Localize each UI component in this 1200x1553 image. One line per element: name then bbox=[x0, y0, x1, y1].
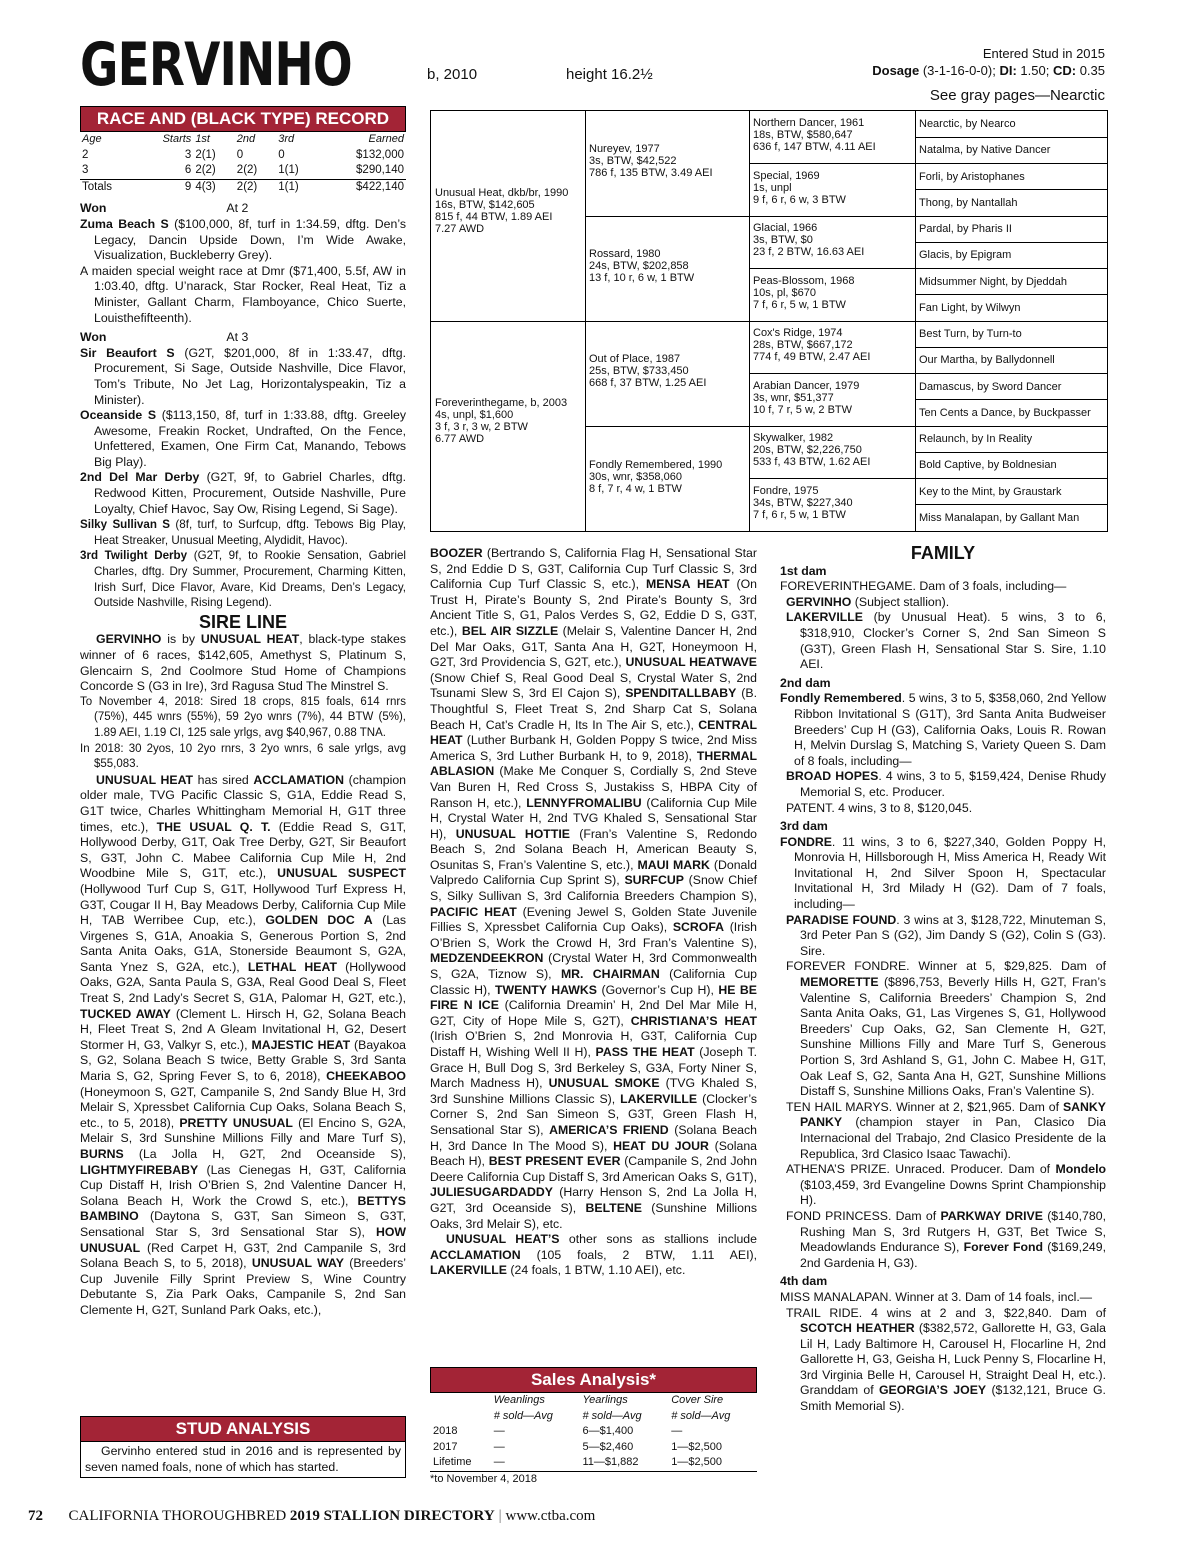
progeny-name: LAKERVILLE bbox=[620, 1091, 698, 1106]
family-column bbox=[780, 543, 1107, 1415]
progeny-name: SURFCUP bbox=[624, 873, 684, 888]
di-value: 1.50; bbox=[1020, 63, 1050, 78]
progeny-text: (Bertrando S, California Flag H, Sensational Star S, 2nd Eddie D S, G3T, California Cup Turf Classic S, 3rd California Cup Turf Classic S, etc.), bbox=[430, 546, 757, 592]
won-age: At 3 bbox=[226, 330, 249, 345]
middle-column bbox=[430, 546, 757, 1279]
text-run: has sired bbox=[197, 772, 249, 787]
foal-text: TRAIL RIDE. 4 wins at 2 and 3, $22,840. Dam of bbox=[786, 1305, 1106, 1320]
progeny-text: (Donald Valpredo California Cup Sprint S), bbox=[430, 857, 757, 888]
sire-stats: To November 4, 2018: Sired 18 crops, 815 foals, 614 rnrs (75%), 445 wnrs (55%), 59 2yo wnrs (7%), 44 BTW (5%), 1.89 AEI, 1.19 CI, 125 sale yrlgs, avg $40,967, 0.88 TNA. bbox=[80, 695, 406, 739]
pedigree-gen4: Forli, by Aristophanes bbox=[919, 170, 1025, 183]
foal-text: FOND PRINCESS. Dam of bbox=[786, 1208, 937, 1223]
progeny-name: UNUSUAL SUSPECT bbox=[277, 866, 406, 881]
dam-text: MISS MANALAPAN. Winner at 3. Dam of 14 foals, incl.— bbox=[780, 1289, 1093, 1304]
sub-header: # sold—Avg bbox=[671, 1409, 731, 1422]
progeny-text: (Snow Chief S, Silky Sullivan S, 3rd California Breeders Champion S), bbox=[430, 873, 757, 904]
won-at-3-heading bbox=[80, 330, 406, 346]
progeny-name: UNUSUAL WAY bbox=[251, 1256, 344, 1271]
progeny-text: (Red Carpet H, G3T, 2nd Campanile S, 3rd Solana Beach S, to 5, 2018), bbox=[80, 1240, 406, 1271]
pedigree-gen4: Miss Manalapan, by Gallant Man bbox=[919, 511, 1080, 524]
text-run: , black-type stakes winner of 6 races, $142,605, Amethyst S, Platinum S, Glencairn S, 2nd Coolmore Stud Home of Champions Concorde S (G3 in Ire), 3rd Ragusa Stud The Minstrel S. bbox=[80, 632, 407, 694]
table-cell: 4(3) bbox=[195, 180, 216, 193]
table-row bbox=[430, 1440, 757, 1456]
progeny-text: (Melair S, Valentine Dancer H, 2nd Del Mar Oaks, G1T, Santa Ana H, G2T, Honeymoon H, G2T, 3rd Providencia S, G2T, etc.), bbox=[430, 623, 757, 670]
race-text: ($113,150, 8f, turf in 1:33.88, dftg. Greeley Awesome, Freakin Rocket, Undrafted, On the Fence, Unfettered, Examen, One Firm Cat, Manando, Tebows Big Play). bbox=[94, 408, 407, 469]
dam-entry bbox=[780, 835, 1106, 913]
progeny-text: (Irish O’Brien S, Work the Crowd H, 3rd Fran’s Valentine S), bbox=[430, 920, 758, 950]
table-cell: 2(1) bbox=[195, 148, 216, 161]
race-name: 3rd Twilight Derby bbox=[80, 549, 188, 563]
dam-entry bbox=[780, 691, 1106, 769]
foal-text: ($140,780, Rushing Man S, 3rd Rutgers H, G3T, Bet Twice S, Meadowlands Endurance S), bbox=[800, 1208, 1106, 1255]
race-text: A maiden special weight race at Dmr ($71,400, 5.5f, AW in 1:03.40, dftg. U’narack, Star Rocker, Real Heat, Tiz a Minister, Gallant Charm, Flamboyance, Chico Suerte, Louisthefifteenth). bbox=[80, 263, 406, 325]
progeny-name: HEAT DU JOUR bbox=[613, 1138, 709, 1153]
progeny-name: CHRISTIANA’S HEAT bbox=[630, 1013, 758, 1028]
progeny-text: (TVG Khaled S, 3rd Sunshine Millions Classic S), bbox=[430, 1076, 758, 1106]
dam-label: 4th dam bbox=[780, 1274, 828, 1289]
progeny-name: TWENTY HAWKS bbox=[495, 982, 597, 997]
progeny-text: (Snow Chief S, Real Good Deal S, Crystal Water S, 2nd Tsunami Slew S, 3rd El Cajon S), bbox=[430, 670, 757, 701]
sired-paragraph-left bbox=[80, 773, 406, 1319]
son-name: LAKERVILLE bbox=[430, 1263, 507, 1278]
dosage-label: Dosage bbox=[872, 63, 920, 78]
progeny-name: MR. CHAIRMAN bbox=[560, 967, 660, 982]
table-cell: 1(1) bbox=[278, 164, 299, 177]
table-cell: 2017 bbox=[433, 1440, 458, 1453]
text-run: (24 foals, 1 BTW, 1.10 AEI), etc. bbox=[510, 1263, 686, 1278]
race-entry bbox=[80, 346, 406, 408]
foal-text: . 3 wins at 3, $128,722, Minuteman S, 3rd Peter Pan S (G2), Jim Dandy S (G2), Colin S (G3). Sire. bbox=[800, 912, 1107, 958]
pedigree-gen4: Nearctic, by Nearco bbox=[919, 118, 1016, 130]
progeny-name: LIGHTMYFIREBABY bbox=[80, 1162, 199, 1177]
table-cell: 1—$2,500 bbox=[671, 1456, 722, 1469]
progeny-text: (Las Virgenes S, G1A, Anoakia S, Generous Portion S, 2nd Santa Anita Oaks, G1A, Stonerside Beaumont S, G2A, Santa Ynez S, G2A, etc.), bbox=[80, 913, 407, 974]
won-label: Won bbox=[80, 201, 107, 216]
progeny-text: (Daytona S, G3T, San Simeon S, G3T, Sensational Star S, 3rd Sensational Star S), bbox=[80, 1209, 406, 1239]
progeny-name: MENSA HEAT bbox=[646, 577, 730, 592]
text-run: is by bbox=[167, 632, 196, 647]
foal-name: PARKWAY DRIVE bbox=[940, 1208, 1043, 1223]
progeny-name: LENNYFROMALIBU bbox=[526, 795, 642, 810]
pedigree-gen4: Natalma, by Native Dancer bbox=[919, 144, 1051, 157]
horse-name: GERVINHO bbox=[80, 30, 352, 100]
table-cell: 9 bbox=[184, 180, 192, 193]
race-record-header: RACE AND (BLACK TYPE) RECORD bbox=[80, 106, 406, 132]
table-cell: 2 bbox=[82, 148, 89, 161]
progeny-text: (Solana Beach H), bbox=[430, 1138, 758, 1169]
gray-pages-note: See gray pages—Nearctic bbox=[929, 87, 1105, 104]
progeny-name: PACIFIC HEAT bbox=[430, 904, 517, 919]
progeny-text: (Hollywood Turf Cup S, G1T, Hollywood Turf Express H, G3T, Cougar II H, Bay Meadows Derby, California Cup Mile H, TAB Werribee Cup, etc.), bbox=[80, 881, 406, 928]
foal-text: ($896,753, Beverly Hills H, G2T, Fran’s Valentine S, California Breeders’ Champion S, 2nd Santa Anita Oaks, G1, Las Virgenes S, G1, Hollywood Breeders’ Cup Oaks, G2, San Clemente H, G2T, Sunshine Millions Filly and Mare Turf S, Generous Portion S, 3rd Ashland S, G1, John C. Mabee H, G1T, Oak Leaf S, G2, Santa Ana H, G2T, Sunshine Millions Distaff S, Sunshine Millions Oaks, Fran’s Valentine S). bbox=[800, 975, 1106, 1099]
progeny-name: AMERICA’S FRIEND bbox=[549, 1122, 669, 1137]
foal-entry bbox=[780, 595, 1106, 611]
foal-name: MEMORETTE bbox=[800, 975, 879, 990]
group-header: Yearlings bbox=[582, 1394, 628, 1406]
table-cell: 3 bbox=[82, 164, 89, 177]
foal-name: LAKERVILLE bbox=[786, 610, 863, 625]
horse-ref: GERVINHO bbox=[96, 632, 162, 647]
di-label: DI: bbox=[999, 63, 1017, 78]
table-cell: $132,000 bbox=[356, 148, 404, 161]
sales-analysis-header: Sales Analysis* bbox=[430, 1367, 757, 1393]
publication-name: CALIFORNIA THOROUGHBRED bbox=[68, 1508, 287, 1524]
pedigree-gen4: Best Turn, by Turn-to bbox=[919, 328, 1022, 340]
sub-header: # sold—Avg bbox=[493, 1409, 553, 1422]
foal-name: GERVINHO bbox=[786, 594, 852, 609]
table-row bbox=[430, 1455, 757, 1471]
progeny-text: (Luther Burbank H, Golden Poppy S twice, 2nd Miss America S, 3rd Luther Burbank H, to 9, 2018), bbox=[430, 733, 758, 763]
progeny-text: (Irish O’Brien S, 2nd Monrovia H, G3T, California Cup Distaff H, Wishing Well II H), bbox=[430, 1029, 757, 1059]
pedigree-gen3: Skywalker, 1982 20s, BTW, $2,226,750 533 f, 43 BTW, 1.62 AEI bbox=[753, 432, 871, 468]
table-cell: Totals bbox=[82, 180, 113, 193]
race-name: Zuma Beach S bbox=[80, 216, 169, 231]
pedigree-gen4: Our Martha, by Ballydonnell bbox=[919, 354, 1055, 367]
progeny-text: (El Encino S, G2A, Melair S, 3rd Sunshine Millions Filly and Mare Turf S), bbox=[80, 1115, 406, 1146]
pedigree-gen4: Glacis, by Epigram bbox=[919, 249, 1012, 262]
dosage-value: (3-1-16-0-0); bbox=[922, 63, 996, 78]
progeny-name: HE BE FIRE N ICE bbox=[430, 982, 758, 1013]
foal-name: SANKY PANKY bbox=[800, 1099, 1106, 1130]
pedigree-gen4: Ten Cents a Dance, by Buckpasser bbox=[919, 406, 1091, 419]
progeny-text: (Governor’s Cup H), bbox=[601, 982, 714, 997]
sire-ref: UNUSUAL HEAT bbox=[200, 632, 300, 647]
progeny-name: BEST PRESENT EVER bbox=[488, 1154, 621, 1169]
progeny-name: HOW UNUSUAL bbox=[80, 1224, 406, 1255]
stud-analysis-header: STUD ANALYSIS bbox=[80, 1416, 406, 1442]
col-header: 3rd bbox=[278, 133, 295, 145]
progeny-text: (California Cup Mile H, Crystal Water H, 2nd TVG Khaled S, Sensational Star H), bbox=[430, 795, 757, 841]
col-header: Starts bbox=[162, 133, 192, 145]
sire-ref: UNUSUAL HEAT’S bbox=[446, 1232, 560, 1247]
foal-text: (champion stayer in Pan, Clasico Dia Internacional del Trabajo, 2nd Clasico Presidente de la Republica, 3rd Clasico Isaac Tawachi). bbox=[800, 1115, 1106, 1161]
sales-analysis-section bbox=[430, 1367, 757, 1488]
progeny-text: (Joseph T. Grace H, Bull Dog S, 3rd Berkeley S, G3A, Forty Niner S, March Madness H), bbox=[430, 1045, 758, 1091]
pedigree-gen4: Fan Light, by Wilwyn bbox=[919, 301, 1021, 314]
sales-table bbox=[430, 1393, 757, 1472]
progeny-text: (champion older male, TVG Pacific Classic S, G1A, Eddie Read S, G1T twice, Charles Whittingham Memorial H, G1T three times, etc.), bbox=[80, 772, 407, 834]
foal-text: (Subject stallion). bbox=[854, 594, 950, 609]
edition-name: 2019 STALLION DIRECTORY bbox=[289, 1508, 495, 1524]
table-cell: 2018 bbox=[433, 1425, 458, 1438]
pedigree-gen2: Out of Place, 1987 25s, BTW, $733,450 668 f, 37 BTW, 1.25 AEI bbox=[589, 353, 707, 389]
progeny-text: (California Dreamin’ H, 2nd Del Mar Mile H, G2T, City of Hope Mile S, G2T), bbox=[430, 998, 758, 1028]
sub-header: # sold—Avg bbox=[582, 1409, 642, 1422]
progeny-text: (Sunshine Millions Oaks, 3rd Melair S), etc. bbox=[430, 1200, 757, 1231]
cd-label: CD: bbox=[1052, 63, 1077, 78]
table-cell: 0 bbox=[236, 148, 244, 161]
sire-2018-stats: In 2018: 30 2yos, 10 2yo rnrs, 3 2yo wnrs, 6 sale yrlgs, avg $55,083. bbox=[80, 742, 406, 771]
progeny-name: MAJESTIC HEAT bbox=[251, 1037, 351, 1052]
foal-entry bbox=[780, 1100, 1106, 1162]
race-name: 2nd Del Mar Derby bbox=[80, 470, 200, 485]
progeny-text: (Breeders’ Cup Juvenile Filly Sprint Preview S, Wine Country Debutante S, Zia Park Oaks, Campanile S, 2nd San Clemente H, G2T, Sunland Park Oaks, etc.), bbox=[80, 1256, 406, 1317]
sired-paragraph-right bbox=[430, 546, 757, 1232]
foal-name: Mondelo bbox=[1055, 1162, 1106, 1177]
pedigree-gen3: Arabian Dancer, 1979 3s, wnr, $51,377 10 f, 7 r, 5 w, 2 BTW bbox=[753, 380, 860, 416]
progeny-name: UNUSUAL HOTTIE bbox=[455, 826, 570, 841]
group-header: Cover Sire bbox=[671, 1394, 724, 1406]
pedigree-gen4-column bbox=[915, 111, 1107, 531]
progeny-text: (Make Me Conquer S, Cordially S, 2nd Steve Van Buren H, Red Cross S, Justakiss S, HBPA City of Ranson H, etc.), bbox=[430, 764, 757, 810]
pedigree-gen2: Nureyev, 1977 3s, BTW, $42,522 786 f, 135 BTW, 3.49 AEI bbox=[589, 143, 713, 179]
col-header: 2nd bbox=[236, 133, 256, 145]
progeny-name: UNUSUAL HEATWAVE bbox=[625, 655, 757, 670]
progeny-name: MAUI MARK bbox=[637, 857, 710, 872]
won-at-2-heading bbox=[80, 201, 406, 217]
progeny-name: BEL AIR SIZZLE bbox=[461, 623, 559, 638]
son-name: ACCLAMATION bbox=[430, 1247, 521, 1262]
dam-name: FONDRE bbox=[780, 834, 832, 849]
foal-text: (by Unusual Heat). 5 wins, 3 to 6, $318,910, Clocker’s Corner S, 2nd San Simeon S (G3T), Green Flash H, Sensational Star S. Sire, 1.10 AEI. bbox=[800, 610, 1106, 672]
progeny-name: UNUSUAL SMOKE bbox=[548, 1076, 660, 1091]
progeny-text: (Fran’s Valentine S, Redondo Beach S, 2nd Solana Beach H, American Beauty S, Osunitas S, Fran’s Valentine S, etc.), bbox=[430, 826, 757, 872]
race-entry bbox=[80, 408, 406, 470]
sire-line-intro bbox=[80, 632, 406, 694]
progeny-name: SCROFA bbox=[672, 920, 725, 935]
page-number: 72 bbox=[28, 1508, 43, 1524]
group-header: Weanlings bbox=[493, 1394, 545, 1406]
race-entry bbox=[80, 217, 406, 264]
progeny-name: BOOZER bbox=[430, 546, 483, 560]
race-record-table bbox=[80, 132, 406, 195]
race-record-header-row bbox=[80, 132, 406, 148]
pedigree-gen3: Cox's Ridge, 1974 28s, BTW, $667,172 774 f, 49 BTW, 2.47 AEI bbox=[753, 327, 871, 363]
progeny-text: (Crystal Water H, 3rd Commonwealth S, G2A, Tiznow S), bbox=[430, 951, 758, 982]
race-name: Silky Sullivan S bbox=[80, 518, 171, 532]
table-cell: 3 bbox=[184, 148, 192, 161]
stud-analysis-section bbox=[80, 1416, 406, 1478]
foal-text: FOREVER FONDRE. Winner at 5, $29,825. Dam of bbox=[786, 959, 1106, 974]
dam-text: FOREVERINTHEGAME. Dam of 3 foals, including— bbox=[780, 579, 1067, 594]
table-cell: 1—$2,500 bbox=[671, 1440, 722, 1453]
pedigree-chart bbox=[430, 110, 1108, 532]
table-row bbox=[80, 163, 406, 179]
table-cell: 6—$1,400 bbox=[582, 1425, 634, 1438]
dam-text: . 5 wins, 3 to 5, $358,060, 2nd Yellow Ribbon Invitational S (G1T), 3rd Santa Anita Budweiser Breeders’ Cup H (G3), California Oaks, Louis R. Rowan H, Melvin Durslag S, Matching S, Variety Queen S. Dam of 8 foals, including— bbox=[794, 691, 1106, 768]
progeny-text: (Clocker’s Corner S, 2nd San Simeon S, G3T, Green Flash H, Sensational Star S), bbox=[430, 1091, 757, 1137]
text-run: other sons as stallions include bbox=[568, 1232, 757, 1247]
foal-text: ($132,121, Bruce G. Smith Memorial S). bbox=[800, 1383, 1106, 1414]
foal-name: Forever Fond bbox=[963, 1240, 1044, 1255]
table-cell: 11—$1,882 bbox=[582, 1456, 639, 1469]
footer-separator: | bbox=[498, 1508, 502, 1524]
col-header: 1st bbox=[195, 133, 210, 145]
foal-text: . 4 wins, 3 to 5, $159,424, Denise Rhudy Memorial S, etc. Producer. bbox=[800, 769, 1106, 799]
dam-label: 1st dam bbox=[780, 563, 827, 578]
progeny-name: THE USUAL Q. T. bbox=[156, 819, 271, 834]
table-cell: $422,140 bbox=[356, 180, 404, 193]
progeny-name: JULIESUGARDADDY bbox=[430, 1185, 553, 1200]
table-cell: Lifetime bbox=[433, 1456, 472, 1469]
foal-entry bbox=[780, 1162, 1106, 1209]
pedigree-gen4: Key to the Mint, by Graustark bbox=[919, 485, 1062, 498]
race-name: Sir Beaufort S bbox=[80, 345, 175, 360]
won-label: Won bbox=[80, 330, 107, 345]
progeny-name: ACCLAMATION bbox=[253, 772, 344, 787]
progeny-name: THERMAL ABLASION bbox=[430, 748, 758, 779]
progeny-text: (Hollywood Oaks, G2A, Santa Paula S, G3A, Real Good Deal S, Fleet Treat S, 2nd Lady’s Secret S, G1A, Palomar H, G2T, etc.), bbox=[80, 959, 406, 1006]
foal-entry bbox=[780, 1306, 1106, 1415]
pedigree-gen3: Glacial, 1966 3s, BTW, $0 23 f, 2 BTW, 16.63 AEI bbox=[753, 222, 865, 258]
foal-name: BROAD HOPES bbox=[786, 769, 879, 784]
race-text: (G2T, $201,000, 8f in 1:33.47, dftg. Procurement, Si Sage, Outside Nashville, Dice Flavor, Tom’s Tribute, No Jet Lag, Horizontalyspeakin, Tiz a Minister). bbox=[94, 345, 406, 407]
pedigree-gen2: Rossard, 1980 24s, BTW, $202,858 13 f, 10 r, 6 w, 1 BTW bbox=[589, 248, 695, 284]
sales-footnote: *to November 4, 2018 bbox=[430, 1472, 538, 1485]
progeny-text: (Eddie Read S, G1T, Hollywood Derby, G1T, Oak Tree Derby, G2T, Sir Beaufort S, G3T, John C. Mabee California Cup Mile H, 2nd Woodbine Mile S, G1T, etc.), bbox=[80, 819, 407, 881]
progeny-name: CHEEKABOO bbox=[326, 1069, 406, 1084]
race-text: (G2T, 9f, to Gabriel Charles, dftg. Redwood Kitten, Procurement, Outside Nashville, Pure Loyalty, Chief Havoc, Say Ow, Rising Legend, Si Sage). bbox=[94, 470, 406, 516]
progeny-name: BETTYS BAMBINO bbox=[80, 1193, 406, 1224]
race-text: (8f, turf, to Surfcup, dftg. Tebows Big Play, Heat Streaker, Unusual Meeting, Alydidit, Havoc). bbox=[94, 518, 406, 547]
progeny-name: PASS THE HEAT bbox=[595, 1045, 695, 1059]
table-cell: — bbox=[493, 1440, 505, 1453]
cd-value: 0.35 bbox=[1079, 63, 1105, 78]
dam-label: 2nd dam bbox=[780, 675, 831, 690]
foal-text: ($103,459, 3rd Evangeline Downs Sprint Championship H). bbox=[800, 1177, 1106, 1208]
progeny-name: BELTENE bbox=[585, 1200, 642, 1215]
dam-name: Fondly Remembered bbox=[780, 691, 902, 706]
progeny-text: (California Cup Classic H), bbox=[430, 967, 757, 997]
table-row bbox=[80, 148, 406, 164]
sons-as-stallions bbox=[430, 1232, 757, 1279]
foal-name: PARADISE FOUND bbox=[786, 912, 897, 927]
foal-text: TEN HAIL MARYS. Winner at 2, $21,965. Dam of bbox=[786, 1099, 1060, 1114]
pedigree-gen3: Fondre, 1975 34s, BTW, $227,340 7 f, 6 r, 5 w, 1 BTW bbox=[753, 485, 853, 521]
pedigree-gen3: Northern Dancer, 1961 18s, BTW, $580,647 636 f, 147 BTW, 4.11 AEI bbox=[753, 117, 876, 153]
dam-text: . 11 wins, 3 to 6, $227,340, Golden Poppy H, Monrovia H, Hillsborough H, Miss America H, Ready Wit Invitational H, 2nd Silver Spoon H, Spectacular Invitational H, 3rd Milady H (G2). Dam of 7 foals, including— bbox=[794, 834, 1106, 912]
pedigree-gen4: Relaunch, by In Reality bbox=[919, 433, 1033, 445]
table-row bbox=[430, 1424, 757, 1440]
foal-name: GEORGIA’S JOEY bbox=[878, 1383, 987, 1398]
table-cell: 5—$2,460 bbox=[582, 1440, 634, 1453]
family-heading: FAMILY bbox=[910, 543, 976, 563]
foal-name: SCOTCH HEATHER bbox=[800, 1321, 915, 1336]
progeny-name: PRETTY UNUSUAL bbox=[179, 1115, 293, 1130]
foal-entry: PATENT. 4 wins, 3 to 8, $120,045. bbox=[786, 800, 973, 815]
pedigree-gen4: Midsummer Night, by Djeddah bbox=[919, 275, 1067, 288]
won-age: At 2 bbox=[226, 201, 249, 216]
foal-entry bbox=[780, 769, 1106, 800]
text-run: (105 foals, 2 BTW, 1.11 AEI), bbox=[536, 1247, 757, 1262]
page-footer bbox=[28, 1508, 595, 1525]
sire-line-heading: SIRE LINE bbox=[198, 611, 287, 632]
pedigree-gen4: Damascus, by Sword Dancer bbox=[919, 380, 1062, 393]
progeny-text: (Las Cienegas H, G3T, California Cup Distaff H, Irish O’Brien S, 2nd Valentine Dancer H, Solana Beach H, Work the Crowd S, etc.), bbox=[80, 1162, 406, 1208]
table-cell: $290,140 bbox=[356, 164, 404, 177]
foal-text: ($169,249, 2nd Gardenia H, G3). bbox=[800, 1240, 1107, 1270]
progeny-name: BURNS bbox=[80, 1147, 124, 1161]
race-name: Oceanside S bbox=[80, 408, 157, 423]
progeny-text: (Harry Henson S, 2nd La Jolla H, G2T, 3rd Oceanside S), bbox=[430, 1185, 757, 1215]
race-text: (G2T, 9f, to Rookie Sensation, Gabriel Charles, dftg. Dry Summer, Procurement, Charming Kitten, Irish Surf, Dice Flavor, Avare, Kid Dreams, Den’s Legacy, Outside Nashville, Rising Legend). bbox=[94, 549, 406, 610]
pedigree-gen3: Special, 1969 1s, unpl 9 f, 6 r, 6 w, 3 BTW bbox=[753, 170, 846, 206]
table-cell: 1(1) bbox=[278, 180, 299, 193]
race-entry bbox=[80, 264, 406, 326]
progeny-text: (Bayakoa S, G2, Solana Beach S twice, Betty Grable S, 3rd Santa Maria S, G2, Spring Fever S, to 6, 2018), bbox=[80, 1037, 406, 1084]
left-column bbox=[80, 106, 406, 1319]
height-info: height 16.2½ bbox=[566, 66, 653, 83]
pedigree-gen4: Pardal, by Pharis II bbox=[919, 223, 1012, 235]
table-cell: 2(2) bbox=[236, 164, 258, 177]
dam-label: 3rd dam bbox=[780, 819, 828, 834]
pedigree-gen4: Bold Captive, by Boldnesian bbox=[919, 459, 1057, 472]
progeny-text: (B. Thoughtful S, Fleet Treat S, 2nd Sharp Cat S, Solana Beach H, Cat’s Cradle H, Its In The Air S, etc.), bbox=[430, 686, 758, 732]
table-cell: — bbox=[493, 1456, 505, 1469]
pedigree-gen3: Peas-Blossom, 1968 10s, pl, $670 7 f, 6 r, 5 w, 1 BTW bbox=[753, 275, 855, 311]
race-entry bbox=[80, 517, 406, 548]
progeny-name: SPENDITALLBABY bbox=[625, 686, 737, 701]
table-cell: 6 bbox=[184, 164, 192, 177]
progeny-name: GOLDEN DOC A bbox=[265, 913, 373, 928]
race-entry bbox=[80, 470, 406, 517]
website-link[interactable]: www.ctba.com bbox=[505, 1508, 596, 1524]
progeny-text: (Evening Jewel S, Golden State Juvenile Fillies S, Xpressbet California Cup Oaks), bbox=[430, 904, 758, 935]
table-row-totals bbox=[80, 179, 406, 195]
progeny-text: (Solana Beach H, 3rd Dance In The Mood S), bbox=[430, 1122, 757, 1153]
progeny-text: (La Jolla H, G2T, 2nd Oceanside S), bbox=[138, 1147, 406, 1161]
race-entry bbox=[80, 548, 406, 610]
entered-stud: Entered Stud in 2015 bbox=[982, 46, 1105, 61]
table-cell: 0 bbox=[278, 148, 285, 161]
foal-text: ATHENA’S PRIZE. Unraced. Producer. Dam of bbox=[786, 1162, 1051, 1177]
pedigree-sire: Unusual Heat, dkb/br, 1990 16s, BTW, $142,605 815 f, 44 BTW, 1.89 AEI 7.27 AWD bbox=[435, 187, 569, 235]
sire-ref: UNUSUAL HEAT bbox=[96, 772, 194, 787]
foal-entry bbox=[780, 1209, 1106, 1271]
progeny-text: (Clement L. Hirsch H, G2, Solana Beach H, Fleet Treat S, 2nd A Gleam Invitational H, G2, Desert Stormer H, G3, Valkyr S, etc.), bbox=[80, 1006, 406, 1052]
progeny-name: MEDZENDEEKRON bbox=[430, 951, 544, 966]
foal-entry bbox=[780, 610, 1106, 672]
progeny-name: LETHAL HEAT bbox=[247, 959, 337, 974]
race-text: ($100,000, 8f, turf in 1:34.59, dftg. Den’s Legacy, Dancin Upside Down, I’m Wide Awake, Visualization, Buckleberry Grey). bbox=[94, 216, 407, 263]
foal-text: ($382,572, Gallorette H, G3, Gala Lil H, Lady Baltimore H, Carousel H, Flocarline H, 2nd Gallorette H, G3, Geisha H, Luck Penny S, Flocarline H, 3rd Virginia Belle H, Carousel H, Straight Deal H, etc.). Granddam of bbox=[800, 1321, 1106, 1398]
table-cell: 2(2) bbox=[195, 164, 216, 177]
table-cell: 2(2) bbox=[236, 180, 258, 193]
stud-analysis-text: Gervinho entered stud in 2016 and is represented by seven named foals, none of which has started. bbox=[80, 1442, 406, 1478]
progeny-name: TUCKED AWAY bbox=[80, 1006, 171, 1021]
col-header: Earned bbox=[368, 133, 404, 145]
foal-entry bbox=[780, 959, 1106, 1099]
table-cell: — bbox=[493, 1425, 505, 1438]
progeny-text: (Honeymoon S, G2T, Campanile S, 2nd Sandy Blue H, 3rd Melair S, Xpressbet California Cup Oaks, Solana Beach S, etc., to 5, 2018), bbox=[80, 1084, 406, 1130]
foal-entry bbox=[780, 913, 1106, 960]
col-header: Age bbox=[82, 133, 102, 145]
dosage-line bbox=[872, 63, 1105, 78]
pedigree-gen2: Fondly Remembered, 1990 30s, wnr, $358,060 8 f, 7 r, 4 w, 1 BTW bbox=[589, 459, 723, 495]
progeny-name: CENTRAL HEAT bbox=[430, 717, 757, 748]
table-cell: — bbox=[671, 1425, 683, 1438]
pedigree-gen4: Thong, by Nantallah bbox=[919, 196, 1018, 209]
progeny-text: (Campanile S, 2nd John Deere California Cup Distaff S, 3rd American Oaks S, G1T), bbox=[430, 1154, 757, 1184]
pedigree-dam: Foreverinthegame, b, 2003 4s, unpl, $1,600 3 f, 3 r, 3 w, 2 BTW 6.77 AWD bbox=[435, 397, 568, 445]
progeny-text: (On Trust H, Pirate’s Bounty S, 2nd Pirate’s Bounty S, 3rd Ancient Title S, G1, Palos Verdes S, G2, Eddie D S, G3T, etc.), bbox=[430, 577, 757, 638]
birth-info: b, 2010 bbox=[427, 66, 478, 83]
